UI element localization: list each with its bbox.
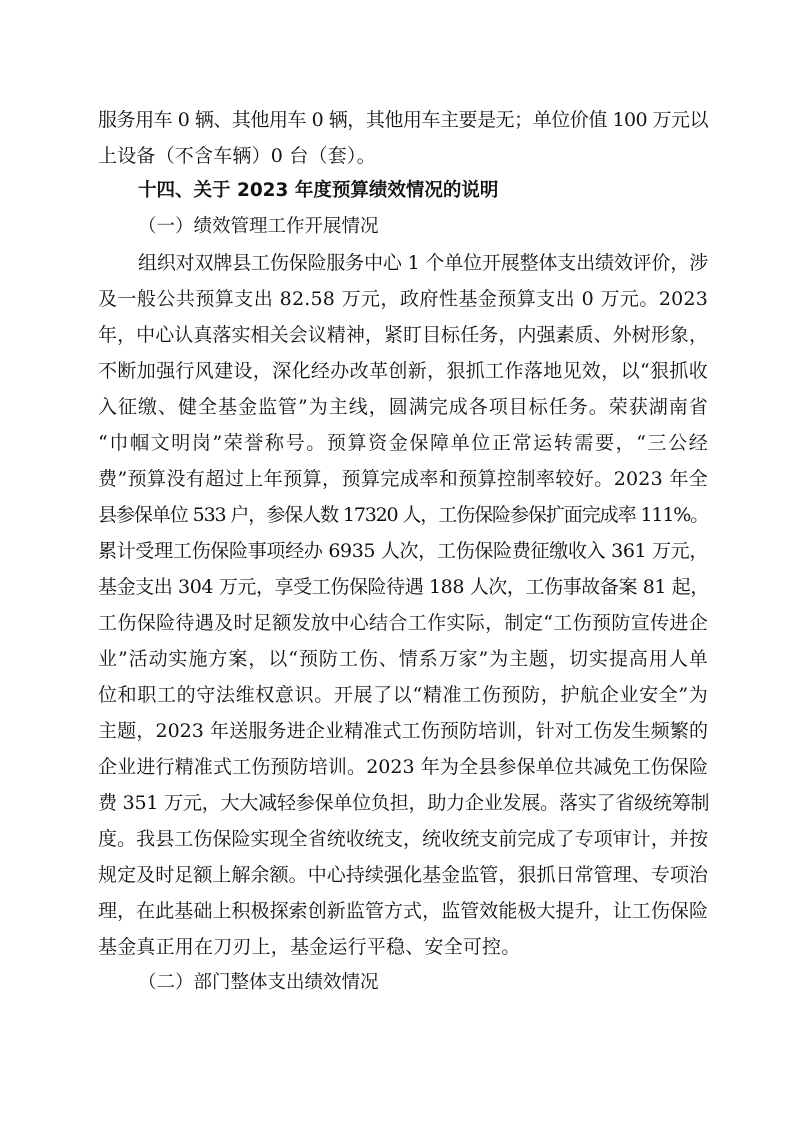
- body-line-20: 基金真正用在刀刃上，基金运行平稳、安全可控。: [98, 936, 521, 958]
- body-line-17: 度。我县工伤保险实现全省统收统支，统收统支前完成了专项审计，并按: [98, 828, 708, 850]
- intro-line-2: 上设备（不含车辆）0 台（套）。: [98, 145, 376, 167]
- subsection-1-heading: （一）绩效管理工作开展情况: [138, 216, 379, 237]
- body-line-7: 费”预算没有超过上年预算，预算完成率和预算控制率较好。2023 年全: [98, 468, 708, 490]
- subsection-2-heading: （二）部门整体支出绩效情况: [138, 972, 379, 993]
- body-line-6: “巾帼文明岗”荣誉称号。预算资金保障单位正常运转需要，“三公经: [98, 432, 708, 454]
- intro-line-1: 服务用车 0 辆、其他用车 0 辆，其他用车主要是无；单位价值 100 万元以: [98, 109, 708, 131]
- body-line-13: 位和职工的守法维权意识。开展了以“精准工伤预防，护航企业安全”为: [98, 684, 708, 706]
- body-line-11: 工伤保险待遇及时足额发放中心结合工作实际，制定“工伤预防宣传进企: [98, 612, 708, 634]
- body-line-15: 企业进行精准式工伤预防培训。2023 年为全县参保单位共减免工伤保险: [98, 756, 708, 778]
- body-line-10: 基金支出 304 万元，享受工伤保险待遇 188 人次，工伤事故备案 81 起，: [98, 576, 709, 598]
- body-line-5: 入征缴、健全基金监管”为主线，圆满完成各项目标任务。荣获湖南省: [98, 396, 708, 418]
- body-line-3: 年，中心认真落实相关会议精神，紧盯目标任务，内强素质、外树形象，: [98, 324, 708, 346]
- body-line-9: 累计受理工伤保险事项经办 6935 人次，工伤保险费征缴收入 361 万元，: [98, 540, 708, 562]
- body-line-4: 不断加强行风建设，深化经办改革创新，狠抓工作落地见效，以“狠抓收: [98, 360, 708, 382]
- body-line-12: 业”活动实施方案，以“预防工伤、情系万家”为主题，切实提高用人单: [98, 648, 708, 670]
- body-line-1: 组织对双牌县工伤保险服务中心 1 个单位开展整体支出绩效评价，涉: [138, 252, 708, 274]
- body-line-8: 县参保单位 533 户，参保人数 17320 人，工伤保险参保扩面完成率 111%。: [98, 504, 708, 526]
- body-line-16: 费 351 万元，大大减轻参保单位负担，助力企业发展。落实了省级统筹制: [98, 792, 710, 814]
- body-line-14: 主题，2023 年送服务进企业精准式工伤预防培训，针对工伤发生频繁的: [98, 720, 708, 742]
- body-line-19: 理，在此基础上积极探索创新监管方式，监管效能极大提升，让工伤保险: [98, 900, 708, 922]
- body-line-18: 规定及时足额上解余额。中心持续强化基金监管，狠抓日常管理、专项治: [98, 864, 708, 886]
- body-line-2: 及一般公共预算支出 82.58 万元，政府性基金预算支出 0 万元。2023: [98, 288, 708, 310]
- section-heading: 十四、关于 2023 年度预算绩效情况的说明: [138, 180, 499, 201]
